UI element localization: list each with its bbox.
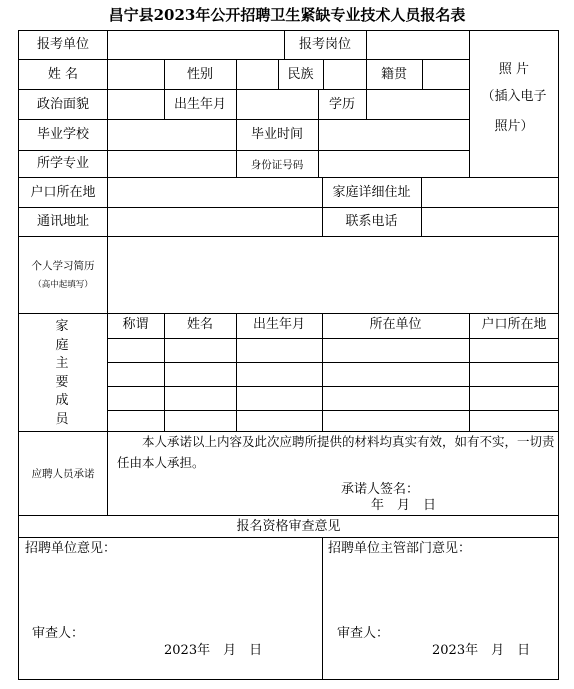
label-family-members: 家庭主要成员 <box>55 319 69 427</box>
family-col-hukou: 户口所在地 <box>481 317 547 332</box>
row-line <box>18 515 559 516</box>
label-education: 学历 <box>328 97 355 112</box>
label-gender: 性别 <box>186 67 213 82</box>
label-study-history-note: （高中起填写） <box>33 280 93 290</box>
photo-label: 照 片 <box>498 62 530 77</box>
review-right-title: 招聘单位主管部门意见： <box>328 541 472 556</box>
label-ethnicity: 民族 <box>287 67 314 82</box>
row-line <box>18 207 559 208</box>
row-line <box>18 59 469 60</box>
row-line <box>107 362 559 363</box>
label-home-address: 家庭详细住址 <box>332 185 411 200</box>
label-grad-time: 毕业时间 <box>250 127 303 142</box>
col-line <box>318 150 319 177</box>
col-line <box>323 59 324 89</box>
label-study-history: 个人学习简历 <box>31 260 95 272</box>
family-col-relation: 称谓 <box>122 317 149 332</box>
row-line <box>107 410 559 411</box>
review-left-title: 招聘单位意见： <box>25 541 117 556</box>
review-header: 报名资格审查意见 <box>236 519 341 534</box>
row-line <box>18 150 469 151</box>
pledge-text: 本人承诺以上内容及此次应聘所提供的材料均真实有效，如有不实，一切责任由本人承担。 <box>117 434 555 470</box>
table-border-top <box>18 30 559 31</box>
label-unit: 报考单位 <box>36 37 89 52</box>
label-major: 所学专业 <box>36 156 89 171</box>
row-line <box>18 236 559 237</box>
row-line <box>18 313 559 314</box>
label-position: 报考岗位 <box>298 37 351 52</box>
col-line <box>322 537 323 679</box>
row-line <box>107 338 559 339</box>
label-name: 姓 名 <box>47 67 79 82</box>
label-native-place: 籍贯 <box>380 67 407 82</box>
family-col-birth: 出生年月 <box>252 317 305 332</box>
row-line <box>18 119 469 120</box>
row-line <box>107 386 559 387</box>
col-line <box>421 177 422 236</box>
label-school: 毕业学校 <box>36 127 89 142</box>
row-line <box>18 537 559 538</box>
form-title: 昌宁县2023年公开招聘卫生紧缺专业技术人员报名表 <box>108 6 466 24</box>
label-birth-date: 出生年月 <box>173 97 226 112</box>
review-right-date: 2023年 月 日 <box>432 643 531 658</box>
col-line <box>318 119 319 150</box>
label-hukou: 户口所在地 <box>30 185 96 200</box>
pledge-date: 年 月 日 <box>371 498 437 513</box>
label-political-status: 政治面貌 <box>36 97 89 112</box>
pledge-signature: 承诺人签名： <box>341 482 420 497</box>
label-id-number: 身份证号码 <box>250 159 304 171</box>
col-line <box>422 59 423 89</box>
family-col-name: 姓名 <box>186 317 213 332</box>
row-line <box>18 89 469 90</box>
row-line <box>18 177 559 178</box>
label-phone: 联系电话 <box>345 214 398 229</box>
col-line <box>366 89 367 119</box>
review-left-reviewer: 审查人： <box>32 626 85 641</box>
photo-note: 照片） <box>494 119 534 134</box>
photo-note: （插入电子 <box>481 89 547 104</box>
col-line <box>236 59 237 119</box>
label-contact-address: 通讯地址 <box>36 214 89 229</box>
table-border-bottom <box>18 679 559 680</box>
label-pledge: 应聘人员承诺 <box>31 468 95 480</box>
family-col-employer: 所在单位 <box>369 317 422 332</box>
review-left-date: 2023年 月 日 <box>164 643 263 658</box>
review-right-reviewer: 审查人： <box>337 626 390 641</box>
col-line <box>366 30 367 59</box>
